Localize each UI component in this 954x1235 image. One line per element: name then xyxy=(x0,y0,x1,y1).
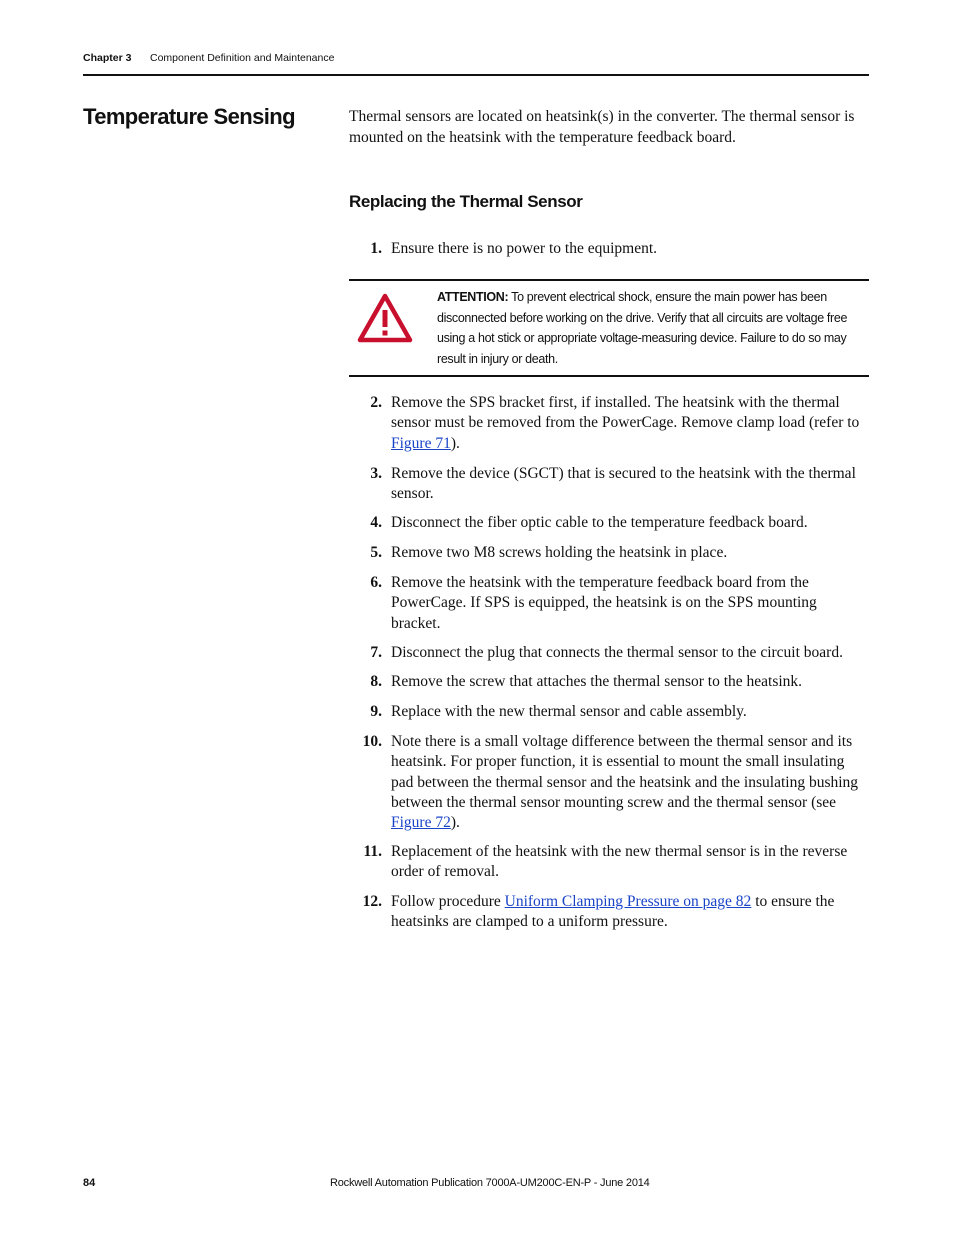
subsection-heading: Replacing the Thermal Sensor xyxy=(349,192,583,211)
publication-info: Rockwell Automation Publication 7000A-UM200C-EN-P - June 2014 xyxy=(330,1177,650,1189)
step-number: 6. xyxy=(370,574,382,591)
attention-text xyxy=(437,287,861,369)
step-number: 3. xyxy=(370,465,382,482)
step-item xyxy=(349,892,869,933)
step-text xyxy=(391,732,869,833)
attention-label: ATTENTION: xyxy=(437,290,509,304)
attention-message: To prevent electrical shock, ensure the main power has been disconnected before working on the drive. Verify that all circuits are voltage free using a hot stick or appropriate voltage-measuring device. Failure to do so may result in injury or death. xyxy=(437,290,848,366)
step-text-tail: to ensure the heatsinks are clamped to a uniform pressure. xyxy=(391,893,835,931)
step-text-body: Follow procedure xyxy=(391,893,505,910)
step-text-tail: ). xyxy=(450,814,460,832)
step-text: Disconnect the fiber optic cable to the temperature feedback board. xyxy=(391,514,808,531)
step-item xyxy=(349,573,869,634)
step-text xyxy=(391,892,869,933)
step-text: Remove the screw that attaches the thermal sensor to the heatsink. xyxy=(391,673,803,690)
step-item xyxy=(349,543,869,563)
figure-71-link[interactable]: Figure 71 xyxy=(391,434,451,452)
step-number: 4. xyxy=(370,514,382,531)
figure-72-link[interactable]: Figure 72 xyxy=(391,814,451,832)
step-text: Ensure there is no power to the equipment. xyxy=(391,240,658,257)
step-item xyxy=(349,842,869,883)
step-number: 5. xyxy=(370,544,382,561)
uniform-clamping-pressure-link[interactable]: Uniform Clamping Pressure on page 82 xyxy=(504,893,752,910)
step-text-body: Remove the SPS bracket first, if installed. The heatsink with the thermal sensor must be removed from the PowerCage. Remove clamp load (refer to xyxy=(391,394,860,432)
section-title: Temperature Sensing xyxy=(83,104,295,129)
step-text: Replace with the new thermal sensor and cable assembly. xyxy=(391,703,747,720)
header-divider xyxy=(83,74,869,76)
page-number: 84 xyxy=(83,1177,96,1189)
step-item xyxy=(349,393,869,454)
chapter-title: Component Definition and Maintenance xyxy=(150,52,335,64)
step-text: Replacement of the heatsink with the new thermal sensor is in the reverse order of removal. xyxy=(391,843,848,881)
step-text-body: Note there is a small voltage difference between the thermal sensor and its heatsink. For proper function, it is essential to mount the small insulating pad between the thermal sensor and the heatsink and the insulating bushing between the thermal sensor mounting screw and the thermal sensor (see xyxy=(391,733,859,811)
intro-paragraph: Thermal sensors are located on heatsink(s) in the converter. The thermal sensor is mounted on the heatsink with the temperature feedback board. xyxy=(349,108,855,146)
step-text-tail: ). xyxy=(450,434,460,452)
step-item xyxy=(349,672,869,692)
step-text xyxy=(391,393,869,454)
step-item xyxy=(349,643,869,663)
step-number: 9. xyxy=(370,703,382,720)
step-item xyxy=(349,464,869,505)
step-number: 8. xyxy=(370,673,382,690)
step-item xyxy=(349,732,869,833)
step-text: Remove the device (SGCT) that is secured to the heatsink with the thermal sensor. xyxy=(391,465,856,503)
step-number: 10. xyxy=(362,733,382,750)
step-text: Disconnect the plug that connects the thermal sensor to the circuit board. xyxy=(391,644,843,661)
step-text: Remove two M8 screws holding the heatsink in place. xyxy=(391,544,728,561)
step-number: 7. xyxy=(370,644,382,661)
step-number: 2. xyxy=(370,394,382,411)
step-item xyxy=(349,239,869,259)
step-number: 12. xyxy=(362,893,382,910)
step-number: 1. xyxy=(370,240,382,257)
step-text: Remove the heatsink with the temperature feedback board from the PowerCage. If SPS is equipped, the heatsink is on the SPS mounting bracket. xyxy=(391,574,817,632)
page-header xyxy=(83,52,869,64)
warning-triangle-icon xyxy=(357,293,413,343)
step-number: 11. xyxy=(363,843,382,860)
chapter-label: Chapter 3 xyxy=(83,52,132,64)
step-item xyxy=(349,702,869,722)
step-item xyxy=(349,513,869,533)
attention-box xyxy=(349,279,869,377)
